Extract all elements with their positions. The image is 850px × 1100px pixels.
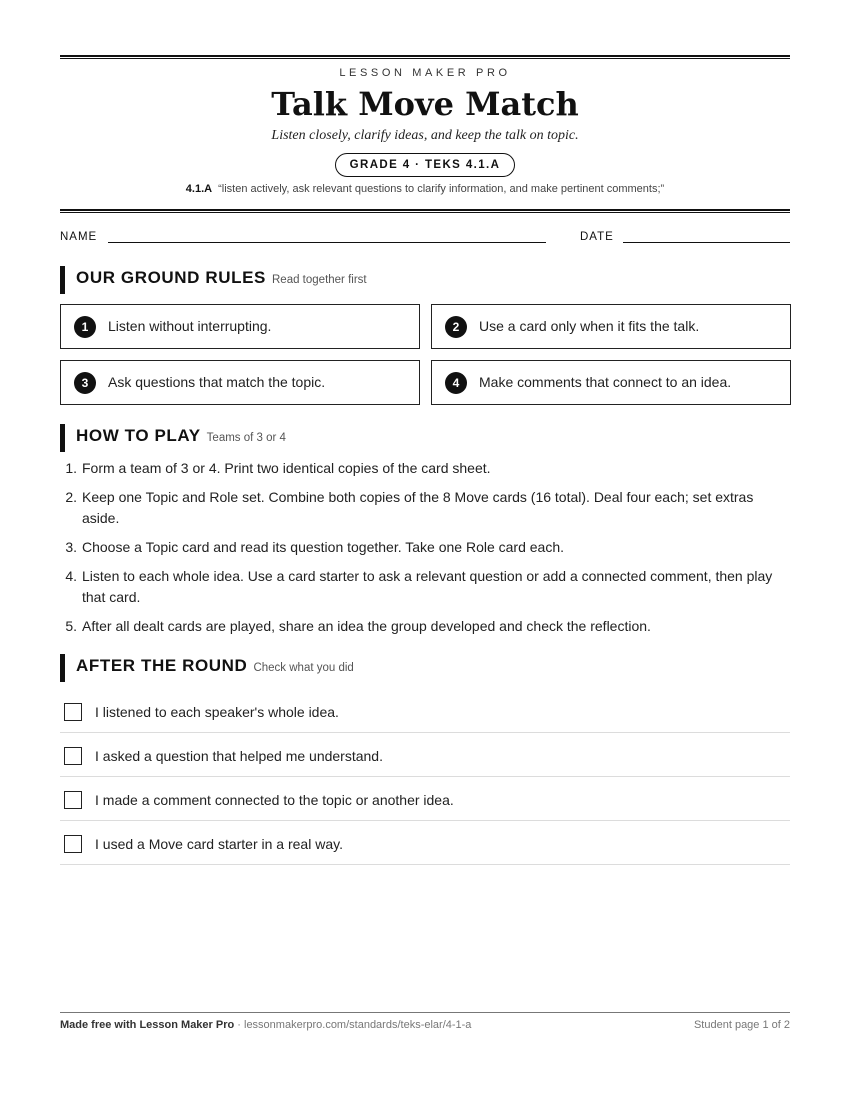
reflection-text: I asked a question that helped me understand. (95, 748, 383, 764)
footer-made-with: Made free with Lesson Maker Pro (60, 1019, 235, 1031)
footer-separator: · (234, 1019, 244, 1031)
after-round-hint: Check what you did (253, 662, 354, 674)
name-label: NAME (60, 231, 98, 243)
footer-url[interactable]: lessonmakerpro.com/standards/teks-elar/4-1-a (244, 1019, 472, 1031)
name-field[interactable] (108, 242, 546, 243)
rule-number-badge: 3 (74, 372, 96, 394)
reflection-row (60, 689, 790, 733)
date-field[interactable] (623, 242, 790, 243)
grade-badge-wrap (60, 153, 790, 177)
rule-text: Use a card only when it fits the talk. (479, 318, 700, 334)
how-to-play-heading (60, 424, 790, 452)
instruction-list (60, 458, 790, 645)
after-round-title: AFTER THE ROUND (76, 656, 248, 675)
worksheet-page (60, 0, 790, 1100)
ground-rules-hint: Read together first (272, 274, 367, 286)
after-round-heading (60, 654, 790, 682)
reflection-row (60, 821, 790, 865)
grade-badge: GRADE 4 · TEKS 4.1.A (335, 153, 516, 177)
rule-number-badge: 4 (445, 372, 467, 394)
list-item: 3. Choose a Topic card and read its question together. Take one Role card each. (65, 539, 565, 555)
how-to-play-hint: Teams of 3 or 4 (206, 432, 286, 444)
reflection-text: I listened to each speaker's whole idea. (95, 704, 339, 720)
reflection-text: I used a Move card starter in a real way. (95, 836, 343, 852)
ground-rule-card (60, 360, 420, 405)
rule-number-badge: 2 (445, 316, 467, 338)
rule-text: Listen without interrupting. (108, 318, 272, 334)
top-divider (60, 55, 790, 59)
how-to-play-title: HOW TO PLAY (76, 426, 201, 445)
section-marker (60, 266, 65, 294)
page-title: Talk Move Match (271, 85, 579, 123)
reflection-row (60, 777, 790, 821)
rule-text: Ask questions that match the topic. (108, 374, 326, 390)
brand-label: LESSON MAKER PRO (339, 67, 511, 79)
footer-divider (60, 1012, 790, 1013)
footer-credit (60, 1019, 471, 1031)
checkbox[interactable] (64, 747, 82, 765)
standard-code: 4.1.A (185, 183, 213, 195)
ground-rules-title: OUR GROUND RULES (76, 268, 266, 287)
list-item: 2. Keep one Topic and Role set. Combine both copies of the 8 Move cards (16 total). Deal four each; set extras aside. (65, 489, 754, 526)
date-label: DATE (580, 231, 614, 243)
list-item: 4. Listen to each whole idea. Use a card starter to ask a relevant question or add a connected comment, then play that card. (65, 568, 773, 605)
ground-rule-card (431, 304, 791, 349)
section-marker (60, 654, 65, 682)
header-divider (60, 209, 790, 213)
ground-rules-heading (60, 266, 790, 294)
ground-rule-card (431, 360, 791, 405)
rule-number-badge: 1 (74, 316, 96, 338)
section-marker (60, 424, 65, 452)
rule-text: Make comments that connect to an idea. (479, 374, 732, 390)
checkbox[interactable] (64, 835, 82, 853)
reflection-row (60, 733, 790, 777)
page-subtitle: Listen closely, clarify ideas, and keep the talk on topic. (271, 128, 579, 143)
checkbox[interactable] (64, 791, 82, 809)
name-date-row (60, 230, 790, 246)
list-item: 5. After all dealt cards are played, share an idea the group developed and check the reflection. (65, 618, 651, 634)
standard-text: “listen actively, ask relevant questions to clarify information, and make pertinent comments;” (218, 183, 665, 195)
reflection-text: I made a comment connected to the topic or another idea. (95, 792, 454, 808)
standard-line (60, 183, 790, 195)
list-item: 1. Form a team of 3 or 4. Print two identical copies of the card sheet. (65, 460, 491, 476)
ground-rule-card (60, 304, 420, 349)
checkbox[interactable] (64, 703, 82, 721)
page-number: Student page 1 of 2 (693, 1019, 790, 1031)
